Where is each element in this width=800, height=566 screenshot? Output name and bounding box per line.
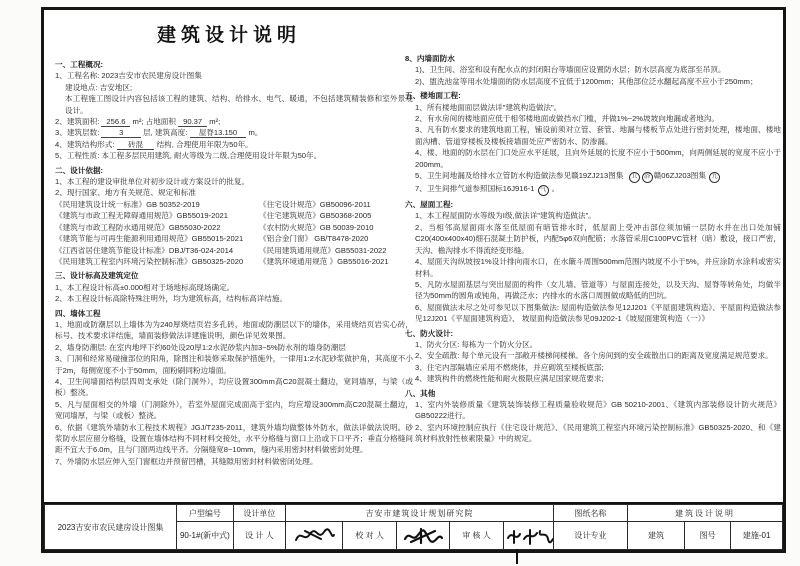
spec-line: 本工程施工图设计内容包括该工程的建筑、结构、给排水、电气、暖通，不包括建筑精装修和室外景观设计。 xyxy=(65,94,413,115)
spec-line: 2、本工程设计标高除特殊注明外，均为建筑标高，结构标高详结施。 xyxy=(55,294,288,304)
section-heading: 六、屋面工程: xyxy=(405,200,454,210)
reviewer-label: 审 核 人 xyxy=(449,522,504,550)
spec-left-column xyxy=(55,56,413,467)
section-heading: 八、其他 xyxy=(405,388,436,398)
reviewer-signature xyxy=(504,522,553,550)
spec-line: 5、凡防水屋面基层与突出屋面的构件（女儿墙、管道等）与屋面连接处，以及天沟、屋脊等转角处，均做半径为50mm的圆角或钝角，再做泛水；内排水的水落口周围做成略低的凹坑。 xyxy=(415,279,781,301)
standard-ref: 《建筑与市政工程无障碍通用规范》GB55019-2021 xyxy=(55,211,229,221)
spec-line: 2)、盥洗池盆等用水处墙面的防水层高度不宜低于1200mm；其他部位泛水翻起高度不应小于250mm； xyxy=(415,76,758,86)
standard-ref: 《农村防火规范》GB 50039-2010 xyxy=(259,222,374,232)
section-heading: 8、内墙面防水 xyxy=(405,54,455,63)
spec-right-column xyxy=(405,50,781,445)
standard-ref: 《民用建筑通用规范》GB55031-2022 xyxy=(259,245,387,255)
standard-ref: 《住宅建筑规范》GB50368-2005 xyxy=(259,211,372,221)
spec-line: 1、防火分区: 每栋为一个防火分区。 xyxy=(415,339,538,349)
standard-ref: 《建筑与市政工程防水通用规范》GB55030-2022 xyxy=(55,222,221,232)
title-block xyxy=(44,502,783,550)
spec-line xyxy=(55,233,413,244)
designer-signature xyxy=(286,522,343,550)
spec-line: 4、楼、地面的防水层在门口处应水平延展，且向外延展的长度不应小于500mm，向两侧延展的宽度不应小于200mm。 xyxy=(415,148,781,169)
spec-line: 1、室内外装修质量《建筑装饰装修工程质量验收规范》GB 50210-2001、《建筑内部装修设计防火规范》GB50222进行。 xyxy=(415,399,781,421)
drawing-no-value: 建施-01 xyxy=(731,522,783,550)
spec-line: 2、室内环境控制应执行《住宅设计规范》、《民用建筑工程室内环境污染控制标准》GB50325-2020、和《建筑材料放射性核素限量》中的规定。 xyxy=(415,422,781,444)
spec-line xyxy=(55,245,413,256)
drawing-no-label: 图号 xyxy=(684,522,730,550)
proofreader-label: 校 对 人 xyxy=(342,522,397,550)
spec-line: 2、建筑面积: 256.6 m²; 占地面积 90.37 m²; xyxy=(55,117,221,127)
spec-line: 3、凡有防水要求的建筑地面工程，铺设前须对立管、套管、地漏与楼板节点处进行密封处理，楼地面、楼地面沟槽、管道穿楼板及楼板接墙面处应严密防水、防渗漏。 xyxy=(415,125,781,146)
spec-line xyxy=(55,256,413,267)
spec-line: 4、屋面天沟纵坡按1%设计排向雨水口，在水簸斗周围500mm范围内坡度不小于5%，并应涂防水涂料或密实材料。 xyxy=(415,257,781,278)
spec-line: 1)、卫生间、浴室和设有配水点的封闭阳台等墙面应设置防水层；防水层高度为底部至吊顶。 xyxy=(415,65,726,75)
spec-line: 1、本工程屋面防水等级为I级,做法详"建筑构造做法"。 xyxy=(415,211,596,221)
section-heading: 二、设计依据: xyxy=(55,165,104,175)
spec-line: 6、屋面做法未尽之处可参见以下图集做法: 屋面构造做法参见12J201《平屋面建筑构造》、平屋面构造做法参见12J201《平屋面建筑构造》、 坡屋面构造做法参见09J202-1《坡屋面建筑构造（一）》 xyxy=(415,302,781,324)
spec-line: 2、安全疏散: 每个单元设有一部敞开楼梯间楼梯。各个房间到的安全疏散出口的距离及宽度满足规范要求。 xyxy=(415,351,773,361)
drawing-sheet-frame xyxy=(41,7,786,553)
spec-line: 2、现行国家、地方有关规范、规定和标准 xyxy=(55,188,196,198)
spec-line: 5、工程性质: 本工程多层民用建筑, 耐火等级为二级,合理使用设计年限为50年。 xyxy=(55,151,322,161)
design-unit-label: 设计单位 xyxy=(233,505,285,522)
standard-ref: 《住宅设计规范》GB50096-2011 xyxy=(259,199,371,209)
spec-line xyxy=(55,199,413,210)
spec-line xyxy=(55,210,413,221)
spec-line: 2、当相邻高屋面雨水落至低屋面有暗管排水时，低屋面上受冲击部位须加铺一层防水并在出口处加铺C20(400x400x40)细石混凝土防护板，内配5φ6双向配筋；水落管采用C100PVC管材（暗）敷设，接口严密，天沟、檐沟排水不得流经变形缝。 xyxy=(415,222,781,255)
standard-ref: 《江西省居住建筑节能设计标准》DBJ/T36-024-2014 xyxy=(55,245,234,255)
spec-line: 1、工程名称: 2023吉安市农民建房设计图集 xyxy=(55,71,202,81)
spec-line: 3、建筑层数: 3 层, 建筑高度: 屋脊13.150 m。 xyxy=(55,128,263,138)
standard-ref: 《民用建筑工程室内环境污染控制标准》GB50325-2020 xyxy=(55,256,244,266)
unit-type-value: 90-1#(新中式) xyxy=(176,522,233,550)
design-unit-value: 吉安市建筑设计规划研究院 xyxy=(286,505,554,522)
spec-line: 5、卫生间地漏及给排水立管防水构造做法参见赣19ZJ213图集 卫 浴 赣06ZJ203图集 九 xyxy=(405,170,781,183)
spec-line: 1、所有楼地面面层做法详"建筑构造做法"。 xyxy=(415,102,562,112)
page-title: 建筑设计说明 xyxy=(156,25,301,46)
spec-line: 6、依据《建筑外墙防水工程技术规程》JGJ/T235-2011，建筑外墙均做整体外防水，做法详做法说明。砂浆防水层应留分格缝，设置在墙体结构不同材料交接处，水平分格缝与窗口上沿或下口平齐；垂直分格缝间距不宜大于6.0m，且与门窗两边线平齐。分隔缝宽8~10mm，缝内采用密封材料做密封处理。 xyxy=(55,422,413,455)
spec-line: 1、本工程设计标高±0.000相对于场地标高现场确定。 xyxy=(55,282,235,292)
section-heading: 七、防火设计: xyxy=(405,328,454,338)
spec-line: 建设地点: 吉安地区; xyxy=(65,82,133,92)
spec-line: 4、建筑结构形式: 砖混 结构, 合理使用年限为50年。 xyxy=(55,139,253,149)
spec-line: 4、卫生间墙面结构层四周支承处（除门洞外），均应设置300mm高C20混凝土翻边，宽同墙厚，与梁（或板）整浇。 xyxy=(55,376,413,398)
title-block-table xyxy=(44,504,783,550)
standard-ref: 《铝合金门窗》 GB/T8478-2020 xyxy=(259,234,369,244)
section-heading: 三、设计标高及建筑定位 xyxy=(55,271,139,281)
section-heading: 四、墙体工程 xyxy=(55,308,101,318)
proofreader-signature xyxy=(397,522,449,550)
drawing-name-value: 建筑设计说明 xyxy=(628,505,783,522)
spec-line: 2、有水房间的楼地面应低于相邻楼地面或做挡水门槛，并做1%~2%坡坡向地漏或者地沟。 xyxy=(415,114,719,124)
drawing-name-label: 图纸名称 xyxy=(553,505,627,522)
spec-line xyxy=(55,222,413,233)
standard-ref: 《建筑环境通用规范 》GB55016-2021 xyxy=(259,256,389,266)
standard-ref: 《民用建筑设计统一标准》GB 50352-2019 xyxy=(55,199,200,209)
spec-line: 1、地面或防潮层以上墙体为为240厚烧结页岩多孔砖，地面或防潮层以下的墙体，采用烧结页岩实心砖，标号、技术要求详结施，墙面装修做法详建施说明，颜色详见效果图。 xyxy=(55,319,413,341)
designer-label: 设 计 人 xyxy=(233,522,285,550)
spec-line: 7、卫生间排气道参照国标16J916-1 气 。 xyxy=(405,183,781,196)
catalog-title: 2023吉安市农民建房设计图集 xyxy=(45,505,177,550)
spec-line: 3、门洞和经常易碰撞部位的阳角，除图注和装修采取保护措施外，一律用1:2水泥砂浆做护角，其高度不小于2m，每侧宽度不小于50mm，面粉刷同粉边墙面。 xyxy=(55,354,413,375)
discipline-label: 设计专业 xyxy=(553,522,627,550)
standard-ref: 《建筑节能与可再生能源利用通用规范》GB55015-2021 xyxy=(55,234,244,244)
spec-line: 4、建筑构件的燃烧性能和耐火极限应满足国家规范要求; xyxy=(415,374,604,384)
spec-line: 2、墙身防潮层: 在室内地坪下约60处设20厚1:2水泥砂浆内加3~5%防水剂的墙身防潮层 xyxy=(55,342,346,352)
unit-type-label: 户型编号 xyxy=(176,505,233,522)
section-heading: 五、楼地面工程: xyxy=(405,91,461,101)
spec-line: 1、本工程的建设审批单位对初步设计或方案设计的批复。 xyxy=(55,177,250,187)
discipline-value: 建筑 xyxy=(628,522,685,550)
spec-line: 7、外墙防水层应伸入至门窗框边并预留凹槽，其缝隙用密封材料做密闭处理。 xyxy=(55,456,318,466)
spec-line: 5、凡与屋面相交的外墙（门洞除外），若室外屋面完成面高于室内，均应增设300mm高C20混凝土翻边，宽同墙厚，与梁（或板）整浇。 xyxy=(55,399,413,421)
reviewer-signature-descender xyxy=(516,549,518,564)
spec-line: 3、住宅内部隔墙应采用不燃烧体，并应砌筑至楼板底部; xyxy=(415,362,604,372)
section-heading: 一、工程概况: xyxy=(55,60,104,69)
